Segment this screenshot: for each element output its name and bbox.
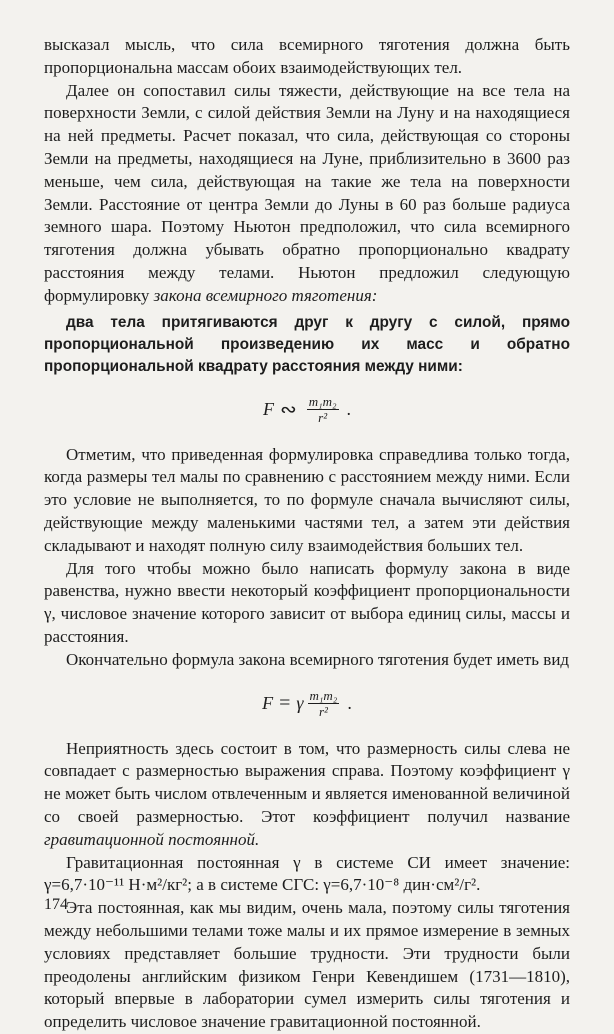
paragraph-5: Окончательно формула закона всемирного тяготения будет иметь вид [66,649,570,669]
formula-2-lhs: F [262,693,274,714]
formula-equality [44,676,570,732]
paragraph-1: высказал мысль, что сила всемирного тяготения должна быть пропорциональна массам обоих взаимодействующих тел. [44,35,570,77]
formula-1-lhs: F [262,399,274,420]
formula-1-fraction [307,394,339,425]
formula-2-fraction [308,688,340,719]
formula-2-numerator: m₁m₂ [309,688,338,704]
formula-2-relation: = [279,692,291,715]
formula-1-numerator: m₁m₂ [308,394,337,410]
paragraph-2-text: Далее он сопоставил силы тяжести, действующие на все тела на поверхности Земли, с силой действия Земли на Луну и на находящиеся на ней предметы. Расчет показал, что сила, действующая со стороны Земли на предметы, находящиеся на Луне, приблизительно в 3600 раз меньше, чем сила, действующая на такие же тела на поверхности Земли. Расстояние от центра Земли до Луны в 60 раз больше радиуса земного шара. Поэтому Ньютон предположил, что сила всемирного тяготения должна убывать обратно пропорционально квадрату расстояния между телами. Ньютон предложил следующую формулировку [44,80,570,305]
paragraph-7: Гравитационная постоянная γ в системе СИ имеет значение: γ=6,7·10⁻¹¹ Н·м²/кг²; а в системе СГС: γ=6,7·10⁻⁸ дин·см²/г². [44,852,570,895]
paragraph-2 [44,80,570,308]
paragraph-4: Для того чтобы можно было написать формулу закона в виде равенства, нужно ввести некоторый коэффициент пропорциональности γ, числовое значение которого зависит от выбора единиц силы, массы и расстояния. [44,558,570,646]
page-number: 174 [44,896,68,913]
law-name-emphasis: закона всемирного тяготения: [153,285,378,305]
paragraph-3: Отметим, что приведенная формулировка справедлива только тогда, когда размеры тел малы по сравнению с расстоянием между ними. Если это условие не выполняется, то по формуле сначала вычисляют силы, действующие между маленькими частями тел, а затем эти действия складывают и находят полную силу взаимодействия больших тел. [44,444,570,555]
paragraph-6 [44,738,570,852]
law-statement: два тела притягиваются друг к другу с силой, прямо пропорциональной произведению их масс и обратно пропорциональной квадрату расстояния между ними: [44,313,570,375]
formula-1-denominator: r² [318,410,328,426]
formula-proportional [44,382,570,438]
paragraph-8: Эта постоянная, как мы видим, очень мала, поэтому силы тяготения между небольшими телами тоже малы и их прямое измерение в земных условиях представляет большие трудности. Эти трудности были преодолены английским физиком Генри Кевендишем (1731—1810), который впервые в лаборатории сумел измерить силы тяготения и определить числовое значение гравитационной постоянной. [44,898,570,1032]
formula-1-end: . [346,399,352,420]
formula-2-denominator: r² [318,704,328,720]
constant-name-emphasis: гравитационной постоянной. [44,829,260,849]
paragraph-6-text: Неприятность здесь состоит в том, что размерность силы слева не совпадает с размерностью выражения справа. Поэтому коэффициент γ не может быть числом отвлеченным и является именованной величиной со своей размерностью. Этот коэффициент получил название [44,738,570,826]
formula-2-coefficient: γ [296,693,304,714]
formula-1-relation: ∾ [279,399,297,422]
formula-2-end: . [347,693,352,714]
